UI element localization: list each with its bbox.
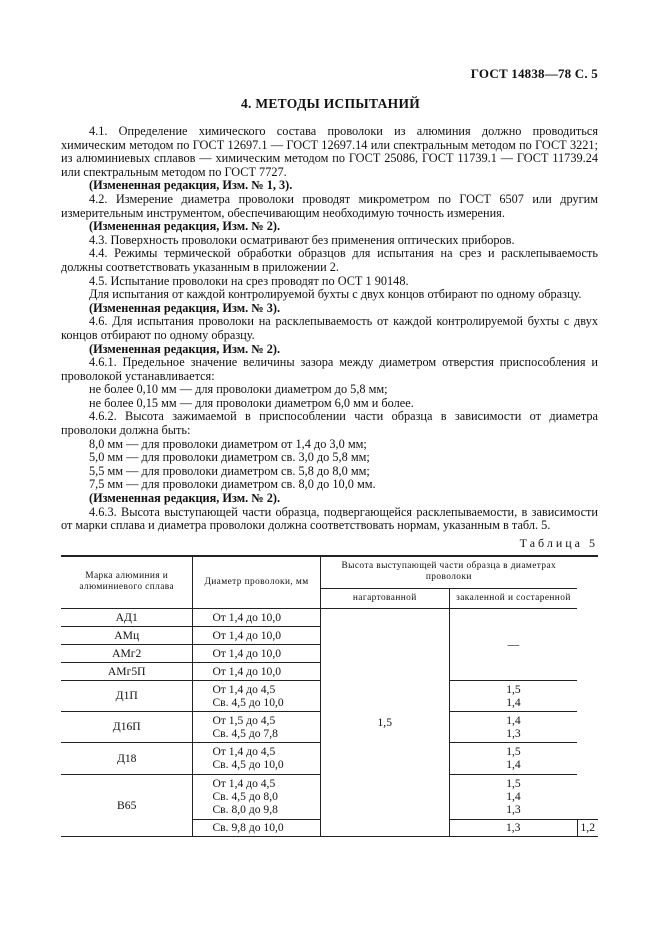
list-item: 8,0 мм — для проволоки диаметром от 1,4 до 3,0 мм; (89, 436, 367, 451)
quenched-cell (449, 680, 577, 711)
quenched-value: 1,3 (506, 726, 521, 740)
header-grade: Марка алюминия и алюминиевого сплава (61, 556, 193, 608)
diameter-line: Св. 8,0 до 9,8 (212, 803, 278, 816)
quenched-value: 1,5 (506, 745, 521, 758)
list-item: 5,0 мм — для проволоки диаметром св. 3,0 до 5,8 мм; (89, 450, 370, 465)
quenched-cell: 1,2 (577, 819, 598, 836)
list-item: не более 0,15 мм — для проволоки диаметром 6,0 мм и более. (89, 395, 414, 410)
diameter-cell: От 1,4 до 10,0 (193, 626, 320, 644)
section-body (61, 125, 598, 533)
diameter-cell (193, 711, 320, 742)
diameter-line: От 1,5 до 4,5 (212, 713, 276, 727)
diameter-cell: От 1,4 до 10,0 (193, 662, 320, 680)
page-header: ГОСТ 14838—78 С. 5 (470, 66, 598, 81)
grade-cell: АМг2 (61, 644, 193, 662)
hard-value-cell: 1,5 (320, 608, 449, 836)
diameter-cell (193, 680, 320, 711)
list-item: не более 0,10 мм — для проволоки диаметром до 5,8 мм; (89, 382, 388, 397)
grade-cell: АМг5П (61, 662, 193, 680)
quenched-value: 1,5 (506, 682, 521, 696)
list-item: 7,5 мм — для проволоки диаметром св. 8,0 до 10,0 мм. (89, 477, 376, 492)
header-quenched: закаленной и состаренной (449, 588, 577, 608)
grade-cell: АД1 (61, 608, 193, 626)
quenched-cell (449, 774, 577, 819)
diameter-cell: От 1,4 до 10,0 (193, 644, 320, 662)
hard-value-cell: 1,3 (449, 819, 577, 836)
paragraph-4-2: 4.2. Измерение диаметра проволоки проводят микрометром по ГОСТ 6507 или другим измерительным инструментом, обеспечивающим необходимую точность измерения. (61, 191, 598, 220)
paragraph-4-5-sampling: Для испытания от каждой контролируемой бухты с двух концов отбирают по одному образцу. (89, 287, 582, 302)
diameter-line: Св. 4,5 до 8,0 (212, 790, 278, 803)
quenched-value: 1,5 (506, 777, 521, 790)
quenched-cell (449, 742, 577, 774)
grade-cell: Д1П (61, 680, 193, 711)
quenched-value: 1,4 (506, 695, 521, 709)
revision-note: (Измененная редакция, Изм. № 2). (89, 341, 281, 356)
paragraph-4-3: 4.3. Поверхность проволоки осматривают без применения оптических приборов. (89, 232, 515, 247)
quenched-value: 1,4 (506, 758, 521, 771)
quenched-dash-cell: — (449, 608, 577, 680)
grade-cell: Д16П (61, 711, 193, 742)
diameter-line: От 1,4 до 4,5 (212, 682, 276, 696)
paragraph-4-4: 4.4. Режимы термической обработки образцов для испытания на срез и расклепываемость должны соответствовать указанным в приложении 2. (61, 246, 598, 274)
table-5 (61, 555, 598, 837)
paragraph-4-6-3: 4.6.3. Высота выступающей части образца, подвергающейся расклепываемости, в зависимости от марки сплава и диаметра проволоки должна соответствовать нормам, указанным в табл. 5. (61, 504, 598, 533)
diameter-cell (193, 774, 320, 819)
diameter-line: Св. 4,5 до 10,0 (212, 695, 284, 709)
revision-note: (Измененная редакция, Изм. № 2). (89, 219, 281, 234)
grade-cell: Д18 (61, 742, 193, 774)
revision-note: (Измененная редакция, Изм. № 2). (89, 491, 281, 506)
quenched-value: 1,4 (506, 790, 521, 803)
paragraph-4-6-2: 4.6.2. Высота зажимаемой в приспособлении части образца в зависимости от диаметра проволоки должна быть: (61, 409, 598, 438)
diameter-cell: От 1,4 до 10,0 (193, 608, 320, 626)
revision-note: (Измененная редакция, Изм. № 1, 3). (89, 178, 293, 193)
table-caption: Таблица 5 (519, 536, 598, 550)
revision-note: (Измененная редакция, Изм. № 3). (89, 300, 281, 315)
header-height: Высота выступающей части образца в диаметрах проволоки (320, 556, 577, 588)
grade-cell: АМц (61, 626, 193, 644)
diameter-line: Св. 4,5 до 7,8 (212, 726, 278, 740)
paragraph-4-6-1: 4.6.1. Предельное значение величины зазора между диаметром отверстия приспособления и проволокой устанавливается: (61, 355, 598, 383)
diameter-line: Св. 4,5 до 10,0 (212, 758, 284, 771)
header-diameter: Диаметр проволоки, мм (193, 556, 320, 608)
paragraph-4-6: 4.6. Для испытания проволоки на расклепываемость от каждой контролируемой бухты с двух концов отбирают по одному образцу. (61, 314, 598, 342)
header-hard: нагартованной (320, 588, 449, 608)
quenched-value: 1,4 (506, 713, 521, 727)
diameter-line: От 1,4 до 4,5 (212, 745, 276, 758)
diameter-line: От 1,4 до 4,5 (212, 777, 276, 790)
quenched-value: 1,3 (506, 803, 521, 816)
quenched-cell (449, 711, 577, 742)
grade-cell: В65 (61, 774, 193, 836)
list-item: 5,5 мм — для проволоки диаметром св. 5,8 до 8,0 мм; (89, 463, 370, 478)
diameter-cell: Св. 9,8 до 10,0 (193, 819, 320, 836)
paragraph-4-1: 4.1. Определение химического состава проволоки из алюминия должно проводиться химическим методом по ГОСТ 12697.1 — ГОСТ 12697.14 или спектральным методом по ГОСТ 3221; из алюминиевых сплавов — химическим методом по ГОСТ 25086, ГОСТ 11739.1 — ГОСТ 11739.24 или спектральным методом по ГОСТ 7727. (61, 124, 598, 179)
section-title: 4. МЕТОДЫ ИСПЫТАНИЙ (240, 96, 421, 111)
paragraph-4-5: 4.5. Испытание проволоки на срез проводят по ОСТ 1 90148. (89, 273, 409, 288)
diameter-cell (193, 742, 320, 774)
